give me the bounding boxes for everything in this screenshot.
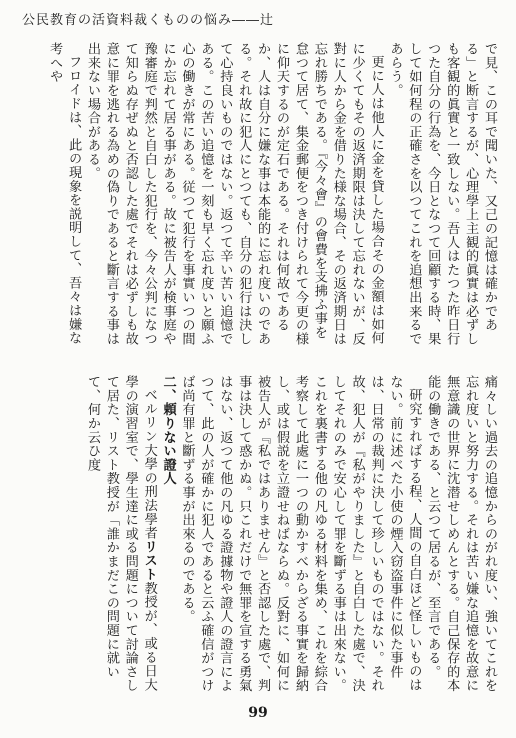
upper-text-column xyxy=(47,42,498,347)
paragraph: 更に人は他人に金を貸した場合その金額は如何に少くてもその返済期限は決して忘れないが、反對に人から金を借りた様な場合、その返済期日は忘れ勝ちである。『今々會』の會費を支拂ふ事を怠つて居て、集金郵便をつき付けられて今更の様に仰天するのが定石である。それは何故であるか、人は自分に嫌な事は本能的に忘れ度いのである。それ故に犯人にとつても、自分の犯行は決して心持良いものではない。返つて辛い苦い追憶である。この苦い追憶を一刻も早く忘れ度いと願ふ心の働きが常にある。従つて犯行を事實いつの間にか忘れて居る事がある。故に被告人が検事庭や豫審庭で判然と自白した犯行を、今々公判になつて知らぬ存ぜぬと否認した處でそれは必ずしも故意に罪を逃れる為めの偽りであると斷言する事は出来ない場合がある。 xyxy=(84,42,384,346)
section-heading: 二、頼りない證人 xyxy=(160,375,176,486)
speaker-name: リスト xyxy=(141,540,157,582)
paragraph: 研究すればする程、人間の自白ほど怪しいものはない。前に述べた小使の煙入窃盗事件に似た事件は、日常の裁判に決して珍しいものではない。それ故、犯人が『私がやりました』と自白した處で、決してそれのみで安心して罪を斷ずる事は出來ない。これを裏書する他の凡ゆる材料を集め、これを綜合考察して此處に一つの動かすべからざる事實を歸納し、或は假説を立證せねばならぬ。反對に、如何に被告人が『私ではありません』と否認した處で、判事は決して惑かぬ。只これだけで無罪を宣する勇氣はない、返つて他の凡ゆる證據物や證人の證言によつて、此の人が確かに犯人であると云ふ確信がつけば尚有罪と斷ずる事が出來るのである。 xyxy=(179,375,422,693)
page-number: 99 xyxy=(248,705,268,721)
paragraph-tail: 教授が、或る日大學の演習室で、學生達に或る問題について討論さして居た、リスト教授が「誰かまだこの問題に就いて、何か云ひ度 xyxy=(84,375,157,693)
running-head: 公民教育の活資料裁くものの悩み――辻 xyxy=(22,13,275,28)
paragraph: 痛々しい過去の追憶からのがれ度い、強いてこれを忘れ度いと努力する。それは苦い嫌な追憶を故意に無意識の世界に沈潜せしめんとする。自己保存的本能の働きである、と云つて居るが、至言である。 xyxy=(425,375,497,693)
paragraph-lead: ベルリン大學の刑法學者 xyxy=(141,388,157,540)
paragraph: フロイドは、此の現象を説明して、吾々は嫌な考へや xyxy=(47,42,82,345)
paragraph xyxy=(82,375,158,693)
lower-text-column xyxy=(14,375,498,693)
paragraph: で見、この耳で聞いた、又己の記憶は確かである」と断言するが、心理學上主観的眞實は必ずしも客観的眞實と一致しない。吾人はたつた昨日行つた自分の行為を、今日となつて回顧する時、果して如何程の正確さを以つてこれを追想出来るであらう。 xyxy=(387,42,497,346)
